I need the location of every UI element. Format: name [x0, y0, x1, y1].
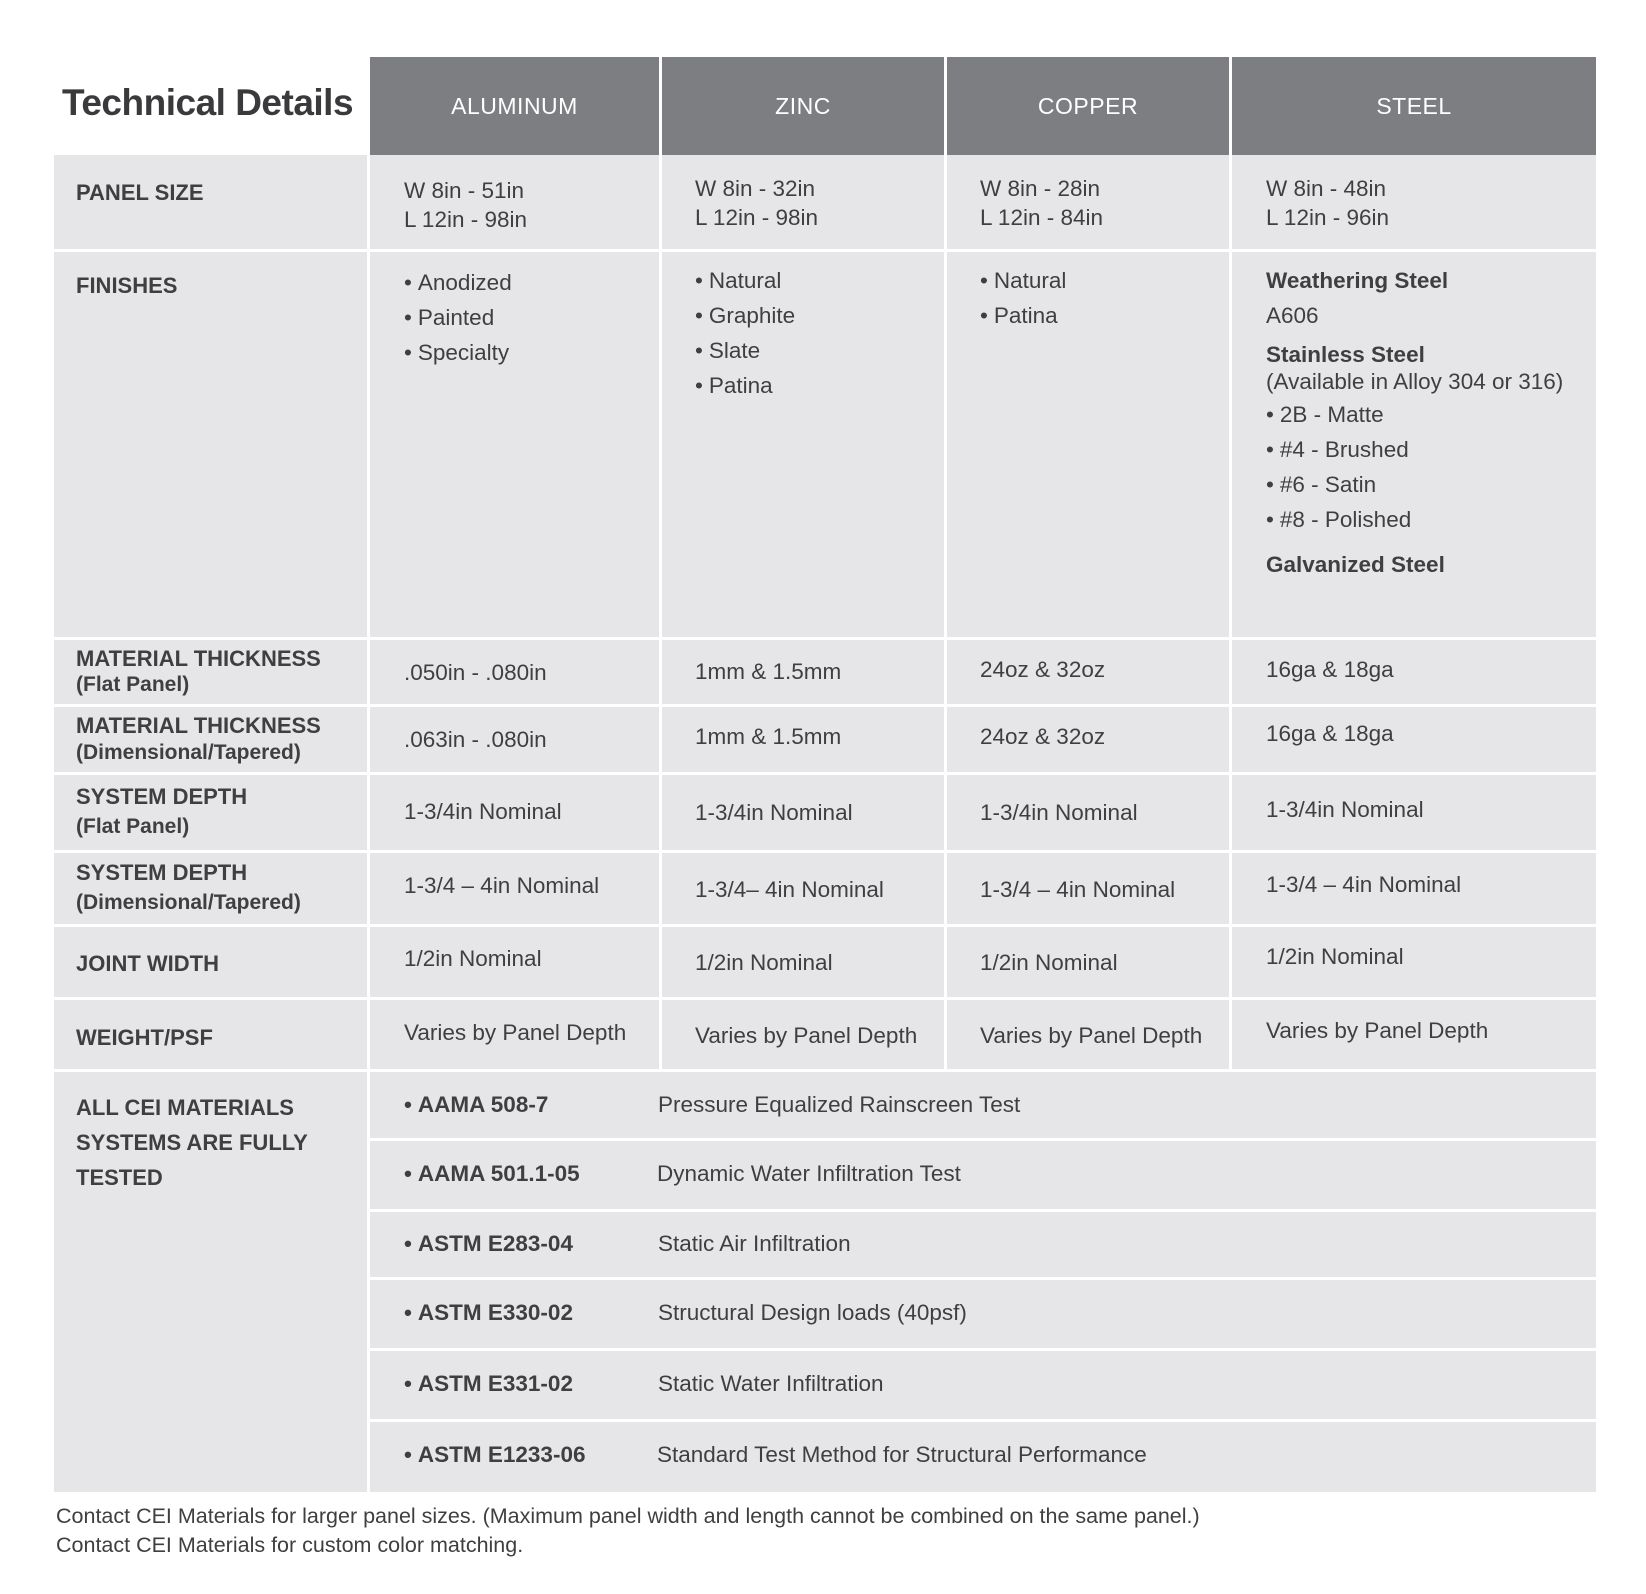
cell-depth-flat-zinc: 1-3/4in Nominal	[662, 775, 944, 850]
cell-weight-steel: Varies by Panel Depth	[1232, 1000, 1596, 1069]
test-description: Static Air Infiltration	[658, 1231, 851, 1256]
cell-depth-flat-steel: 1-3/4in Nominal	[1232, 775, 1596, 850]
cell-thickness-flat-copper: 24oz & 32oz	[947, 640, 1229, 704]
cell-finishes-copper	[947, 252, 1229, 637]
row-label-depth-dimensional: SYSTEM DEPTH (Dimensional/Tapered)	[54, 853, 367, 924]
cell-thickness-dim-zinc: 1mm & 1.5mm	[662, 707, 944, 772]
cell-finishes-zinc	[662, 252, 944, 637]
cell-thickness-flat-steel: 16ga & 18ga	[1232, 640, 1596, 704]
list-item: • Graphite	[695, 298, 944, 333]
cell-weight-copper: Varies by Panel Depth	[947, 1000, 1229, 1069]
row-label-finishes: FINISHES	[54, 252, 367, 637]
page-title: Technical Details	[62, 82, 354, 123]
list-item: • Patina	[980, 298, 1229, 333]
row-label-panel-size: PANEL SIZE	[54, 155, 367, 249]
weathering-steel-grade: A606	[1266, 303, 1319, 328]
test-code: • ASTM E330-02	[404, 1300, 573, 1326]
cell-weight-aluminum: Varies by Panel Depth	[370, 1000, 659, 1069]
cell-joint-width-copper: 1/2in Nominal	[947, 927, 1229, 997]
list-item: • Anodized	[404, 265, 659, 300]
row-label-depth-flat: SYSTEM DEPTH (Flat Panel)	[54, 775, 367, 850]
list-item: • #4 - Brushed	[1266, 432, 1596, 467]
cell-finishes-steel	[1232, 252, 1596, 637]
column-header-zinc: ZINC	[662, 57, 944, 155]
test-description: Dynamic Water Infiltration Test	[657, 1161, 961, 1186]
galvanized-steel-title: Galvanized Steel	[1266, 552, 1445, 577]
column-header-aluminum: ALUMINUM	[370, 57, 659, 155]
cell-thickness-flat-zinc: 1mm & 1.5mm	[662, 640, 944, 704]
cell-joint-width-zinc: 1/2in Nominal	[662, 927, 944, 997]
test-description: Structural Design loads (40psf)	[658, 1300, 967, 1325]
test-row	[370, 1351, 1596, 1419]
cell-joint-width-aluminum: 1/2in Nominal	[370, 927, 659, 997]
cell-depth-dim-copper: 1-3/4 – 4in Nominal	[947, 853, 1229, 924]
test-description: Pressure Equalized Rainscreen Test	[658, 1092, 1021, 1117]
list-item: • 2B - Matte	[1266, 397, 1596, 432]
cell-panel-size-aluminum: W 8in - 51in L 12in - 98in	[370, 155, 659, 249]
row-label-joint-width: JOINT WIDTH	[54, 927, 367, 997]
row-label-tests: ALL CEI MATERIALS SYSTEMS ARE FULLY TESTED	[54, 1072, 367, 1492]
test-row	[370, 1212, 1596, 1277]
test-code: • ASTM E1233-06	[404, 1442, 585, 1468]
test-code: • ASTM E331-02	[404, 1371, 573, 1397]
list-item: • #8 - Polished	[1266, 502, 1596, 537]
cell-panel-size-steel: W 8in - 48in L 12in - 96in	[1232, 155, 1596, 249]
test-code: • AAMA 508-7	[404, 1092, 548, 1118]
test-row	[370, 1141, 1596, 1209]
column-header-copper: COPPER	[947, 57, 1229, 155]
row-label-thickness-dimensional: MATERIAL THICKNESS (Dimensional/Tapered)	[54, 707, 367, 772]
list-item: • Slate	[695, 333, 944, 368]
footnote-color-matching: Contact CEI Materials for custom color matching.	[56, 1533, 524, 1557]
list-item: • #6 - Satin	[1266, 467, 1596, 502]
column-header-steel: STEEL	[1232, 57, 1596, 155]
test-code: • ASTM E283-04	[404, 1231, 573, 1257]
list-item: • Natural	[980, 263, 1229, 298]
test-description: Standard Test Method for Structural Performance	[657, 1442, 1147, 1467]
cell-thickness-dim-aluminum: .063in - .080in	[370, 707, 659, 772]
cell-depth-dim-steel: 1-3/4 – 4in Nominal	[1232, 853, 1596, 924]
cell-weight-zinc: Varies by Panel Depth	[662, 1000, 944, 1069]
cell-finishes-aluminum	[370, 252, 659, 637]
stainless-steel-note: (Available in Alloy 304 or 316)	[1266, 369, 1564, 394]
list-item: • Painted	[404, 300, 659, 335]
stainless-steel-title: Stainless Steel	[1266, 342, 1425, 367]
test-row	[370, 1422, 1596, 1492]
row-label-weight: WEIGHT/PSF	[54, 1000, 367, 1069]
test-row	[370, 1280, 1596, 1348]
footnote-panel-sizes: Contact CEI Materials for larger panel sizes. (Maximum panel width and length cannot be combined on the same panel.)	[56, 1504, 1200, 1528]
cell-panel-size-copper: W 8in - 28in L 12in - 84in	[947, 155, 1229, 249]
cell-depth-dim-aluminum: 1-3/4 – 4in Nominal	[370, 853, 659, 924]
weathering-steel-title: Weathering Steel	[1266, 268, 1449, 293]
test-row	[370, 1072, 1596, 1138]
cell-depth-flat-copper: 1-3/4in Nominal	[947, 775, 1229, 850]
list-item: • Specialty	[404, 335, 659, 370]
cell-thickness-dim-copper: 24oz & 32oz	[947, 707, 1229, 772]
list-item: • Patina	[695, 368, 944, 403]
cell-joint-width-steel: 1/2in Nominal	[1232, 927, 1596, 997]
list-item: • Natural	[695, 263, 944, 298]
test-code: • AAMA 501.1-05	[404, 1161, 580, 1187]
row-label-thickness-flat: MATERIAL THICKNESS (Flat Panel)	[54, 640, 367, 704]
test-description: Static Water Infiltration	[658, 1371, 884, 1396]
cell-panel-size-zinc: W 8in - 32in L 12in - 98in	[662, 155, 944, 249]
cell-thickness-flat-aluminum: .050in - .080in	[370, 640, 659, 704]
cell-depth-flat-aluminum: 1-3/4in Nominal	[370, 775, 659, 850]
cell-thickness-dim-steel: 16ga & 18ga	[1232, 707, 1596, 772]
cell-depth-dim-zinc: 1-3/4– 4in Nominal	[662, 853, 944, 924]
